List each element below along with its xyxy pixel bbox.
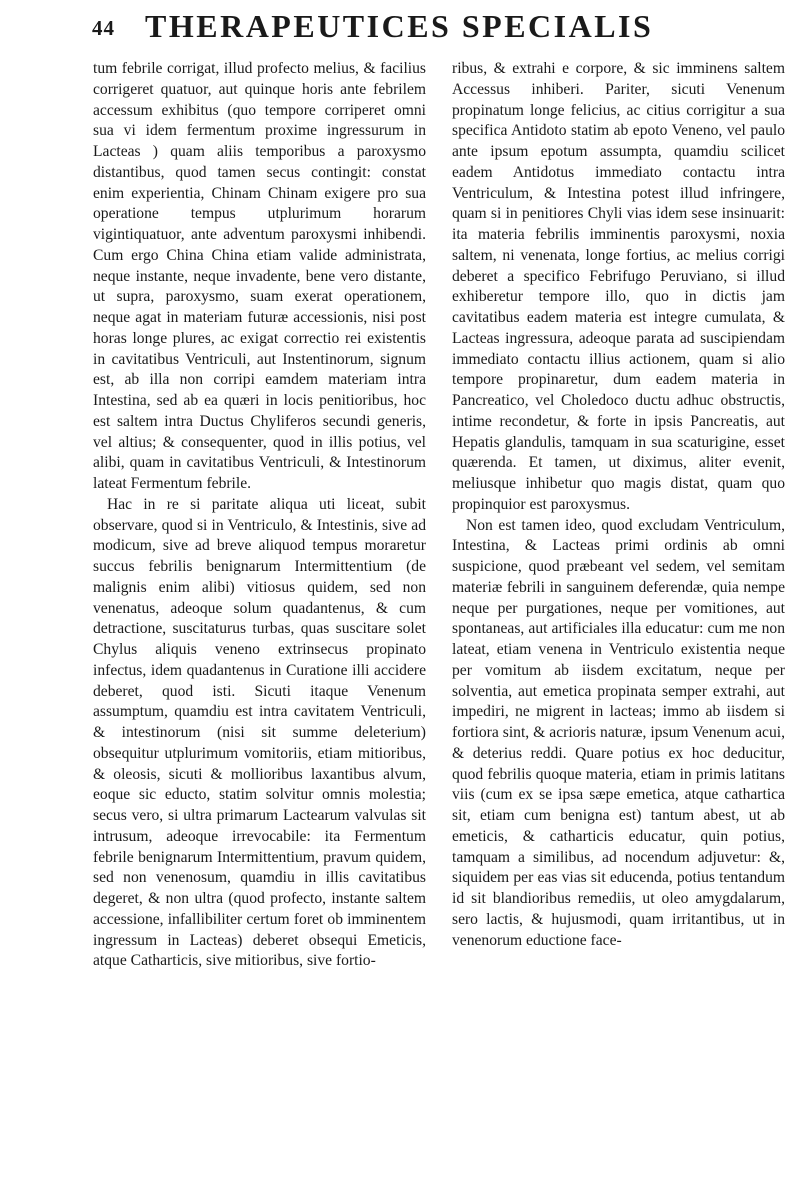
page-header <box>0 6 800 50</box>
running-title: THERAPEUTICES SPECIALIS <box>145 8 654 44</box>
right-text-column <box>452 59 785 1183</box>
left-text-column <box>93 59 426 1183</box>
page-number: 44 <box>92 16 115 40</box>
paragraph: Non est tamen ideo, quod excludam Ventriculum, Intestina, & Lacteas primi ordinis ab omni suspicione, quod præbeant vel sedem, vel semitam materiæ febrili in sanguinem deferendæ, quia nempe neque per purgationes, neque per vomitiones, aut spontaneas, aut artificiales illa educatur: cum me non lateat, etiam venena in Ventriculo existentia neque per vomitum ab iisdem excitatum, neque per solventia, aut emetica propinata semper extrahi, aut impediri, ne migrent in lacteas; immo ab iisdem si fortiora sint, & acrioris naturæ, ipsum Venenum acui, & deterius reddi. Quare potius ex hoc deducitur, quod febrilis quoque materia, etiam in primis latitans viis (cum ex se ipsa sæpe emetica, atque cathartica sit, etiam cum benigna est) tantum abest, ut ab emeticis, & catharticis educatur, quin potius, tamquam a similibus, ad nocendum adjuvetur: &, siquidem per eas vias sit educenda, potius tentandum id sit blandioribus remediis, ut oleo amygdalarum, sero lactis, & hujusmodi, quam irritantibus, ut in venenorum eductione face- <box>452 516 785 949</box>
paragraph: Hac in re si paritate aliqua uti liceat, subit observare, quod si in Ventriculo, & Intestinis, sive ad modicum, sive ad breve aliquod tempus moraretur succus febrilis benignarum Intermittentium (de malignis enim alibi) vitiosus quidem, sed non venenatus, adeoque solum quadantenus, & cum detractione, suscitaturus turbas, quas suscitare solet Chylus aliquis veneno extrinsecus propinato infectus, idem quadantenus in Curatione illi accidere deberet, quod isti. Sicuti itaque Venenum assumptum, quamdiu est intra cavitatem Ventriculi, & intestinorum (nisi sit summe deleterium) obsequitur utplurimum vomitoriis, etiam mitioribus, & oleosis, sicuti & mollioribus laxantibus alvum, eoque sic educto, statim solvitur omnis molestia; secus vero, si ultra primarum Lactearum valvulas sit intrusum, adeoque irrevocabile: ita Fermentum febrile benignarum Intermittentium, pravum quidem, sed non venenosum, quamdiu in illis cavitatibus degeret, & non ultra (quod profecto, instante saltem accessione, infallibiliter certum foret ob imminentem ingressum in Lacteas) deberet obsequi Emeticis, atque Catharticis, sive mitioribus, sive fortio- <box>93 495 426 970</box>
paragraph: ribus, & extrahi e corpore, & sic imminens saltem Accessus inhiberi. Pariter, sicuti Venenum propinatum longe felicius, ac citius corrigitur a sua specifica Antidoto statim ab epoto Veneno, vel paulo ante ipsum epotum assumpta, quamdiu scilicet eadem Antidotus immediato contactu intra Ventriculum, & Intestina potest illud infringere, quam si in penitiores Chyli vias idem sese insinuarit: ita materia febrilis imminentis paroxysmi, noxia saltem, ni venenata, longe fortius, ac melius corrigi deberet a specifico Febrifugo Peruviano, si illud exhiberetur tempore illo, quo in dictis jam cavitatibus eadem materia est integre cumulata, & Lacteas ingressura, adeoque parata ad suscipiendam immediato contactu illius actionem, quam si alio tempore propinaretur, dum eadem materia in Pancreatico, vel Choledoco ductu adhuc obstructis, intime recondetur, & forte in ipsis Pancreatis, aut Hepatis glandulis, tamquam in sua scaturigine, esset quærenda. Et tamen, ut diximus, aliter evenit, meliusque inhibetur quo magis distat, quam quo propinquior est paroxysmus. <box>452 60 785 513</box>
paragraph: tum febrile corrigat, illud profecto melius, & facilius corrigeret quatuor, aut quinque horis ante febrilem accessum exhibitus (quo tempore corriperet omni sua vi idem fermentum proxime ingressurum in Lacteas ) quam aliis temporibus a paroxysmo distantibus, quod tamen secus contingit: constat enim experientia, Chinam Chinam exigere pro sua operatione tempus utplurimum horarum vigintiquatuor, ante adventum paroxysmi inhibendi. Cum ergo China China etiam valide administrata, neque instante, neque invadente, bene vero distante, ut supra, paroxysmo, suam exerat operationem, neque agat in materiam futuræ accessionis, nisi post horas longe plures, ac exigat correctio rei existentis in cavitatibus Ventriculi, aut Instentinorum, signum est, ab illa non corripi eamdem materiam intra Intestina, sed ab ea quæri in locis penitioribus, hoc est saltem intra Ductus Chyliferos secundi generis, vel altius; & consequenter, quod in illis potius, vel alibi, quam in cavitatibus Ventriculi, & Intestinorum lateat Fermentum febrile. <box>93 60 426 492</box>
